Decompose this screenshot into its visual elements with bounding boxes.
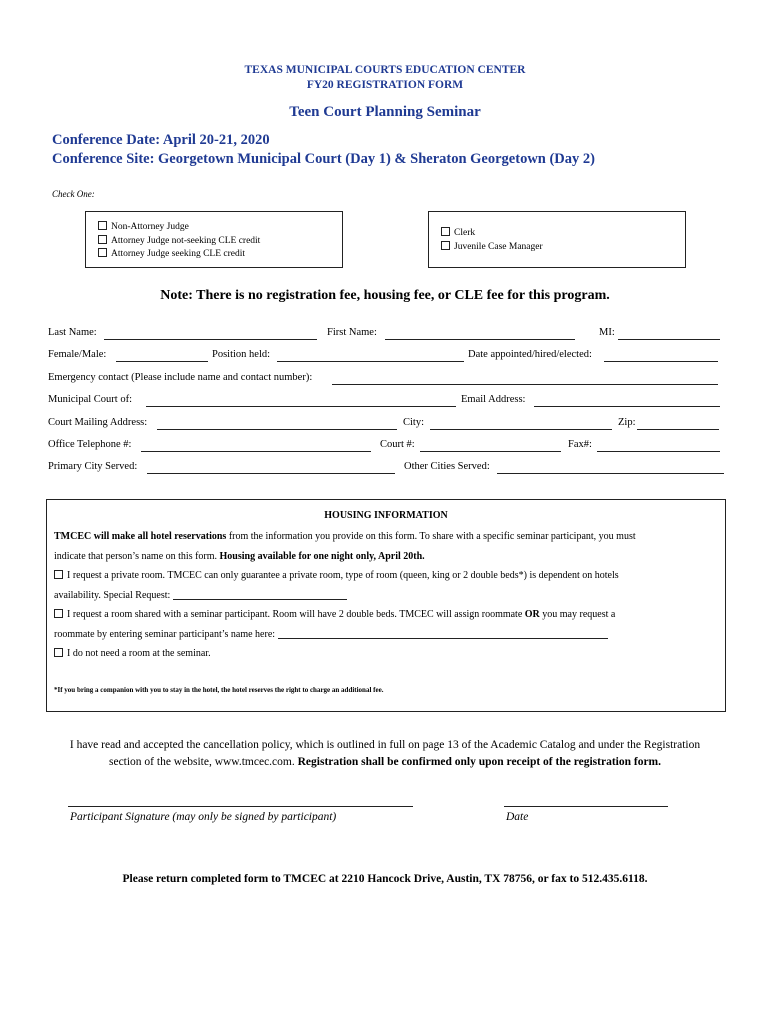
fax-field[interactable] — [597, 451, 720, 452]
phone-row — [48, 439, 724, 455]
form-name: FY20 REGISTRATION FORM — [306, 79, 464, 91]
other-cities-label: Other Cities Served: — [404, 461, 490, 472]
special-request-row: availability. Special Request: — [54, 586, 722, 606]
city-field[interactable] — [430, 429, 612, 430]
housing-footnote: *If you bring a companion with you to stay in the hotel, the hotel reserves the right to charge an additional fee. — [54, 686, 384, 694]
municipal-court-label: Municipal Court of: — [48, 394, 132, 405]
position-label: Position held: — [212, 349, 271, 360]
roommate-row: roommate by entering seminar participant’s name here: — [54, 625, 722, 645]
primary-city-label: Primary City Served: — [48, 461, 138, 472]
date-signature-line[interactable] — [504, 806, 668, 807]
last-name-field[interactable] — [104, 339, 317, 340]
participant-signature-line[interactable] — [68, 806, 413, 807]
checkbox-icon[interactable] — [98, 235, 107, 244]
email-field[interactable] — [534, 406, 720, 407]
mi-label: MI: — [599, 327, 615, 338]
option-clerk[interactable]: Clerk — [441, 227, 543, 241]
telephone-label: Office Telephone #: — [48, 439, 132, 450]
seminar-title: Teen Court Planning Seminar — [289, 104, 481, 120]
checkbox-icon[interactable] — [98, 221, 107, 230]
email-label: Email Address: — [461, 394, 526, 405]
name-row — [48, 327, 724, 343]
address-row — [48, 417, 724, 433]
first-name-label: First Name: — [327, 327, 377, 338]
option-shared-room[interactable]: I request a room shared with a seminar participant. Room will have 2 double beds. TMCEC will assign roommate OR you may request a — [54, 605, 722, 625]
city-label: City: — [403, 417, 425, 428]
housing-intro-line2: indicate that person’s name on this form. Housing available for one night only, April 20th. — [54, 550, 425, 562]
option-no-room[interactable]: I do not need a room at the seminar. — [54, 644, 722, 664]
staff-options-box — [428, 211, 686, 268]
judge-options-box — [85, 211, 343, 268]
roommate-field[interactable] — [278, 627, 608, 639]
emergency-row — [48, 372, 724, 388]
last-name-label: Last Name: — [48, 327, 97, 338]
checkbox-icon[interactable] — [441, 241, 450, 250]
court-number-field[interactable] — [420, 451, 561, 452]
primary-city-field[interactable] — [147, 473, 395, 474]
mailing-address-field[interactable] — [157, 429, 397, 430]
check-one-label: Check One: — [52, 189, 95, 199]
date-appointed-label: Date appointed/hired/elected: — [468, 349, 592, 360]
date-label: Date — [506, 811, 529, 823]
special-request-field[interactable] — [173, 588, 347, 600]
conference-date: Conference Date: April 20-21, 2020 — [52, 132, 270, 148]
checkbox-icon[interactable] — [441, 227, 450, 236]
gender-label: Female/Male: — [48, 349, 107, 360]
position-row — [48, 349, 724, 365]
telephone-field[interactable] — [141, 451, 371, 452]
mailing-address-label: Court Mailing Address: — [48, 417, 148, 428]
fax-label: Fax#: — [568, 439, 592, 450]
zip-label: Zip: — [618, 417, 636, 428]
checkbox-icon[interactable] — [54, 570, 63, 579]
fee-note: Note: There is no registration fee, housing fee, or CLE fee for this program. — [160, 288, 610, 303]
option-attorney-judge-cle[interactable]: Attorney Judge seeking CLE credit — [98, 248, 260, 262]
mi-field[interactable] — [618, 339, 720, 340]
option-private-room[interactable]: I request a private room. TMCEC can only guarantee a private room, type of room (queen, king or 2 double beds*) is dependent on hotels — [54, 566, 722, 586]
option-attorney-judge-no-cle[interactable]: Attorney Judge not-seeking CLE credit — [98, 235, 260, 249]
position-field[interactable] — [277, 361, 464, 362]
housing-box — [46, 499, 726, 712]
org-name: TEXAS MUNICIPAL COURTS EDUCATION CENTER — [244, 64, 526, 76]
first-name-field[interactable] — [385, 339, 575, 340]
cities-row — [48, 461, 724, 477]
option-juvenile-case-manager[interactable]: Juvenile Case Manager — [441, 241, 543, 255]
cancellation-policy: I have read and accepted the cancellation policy, which is outlined in full on page 13 of the Academic Catalog and under the Registration section of the website, www.tmcec.com. Registration shall be confirmed only upon receipt of the registration form. — [69, 739, 701, 768]
checkbox-icon[interactable] — [54, 648, 63, 657]
zip-field[interactable] — [637, 429, 719, 430]
conference-site: Conference Site: Georgetown Municipal Court (Day 1) & Sheraton Georgetown (Day 2) — [52, 151, 595, 167]
option-non-attorney-judge[interactable]: Non-Attorney Judge — [98, 221, 260, 235]
checkbox-icon[interactable] — [98, 248, 107, 257]
participant-signature-label: Participant Signature (may only be signed by participant) — [70, 811, 337, 823]
return-instructions: Please return completed form to TMCEC at 2210 Hancock Drive, Austin, TX 78756, or fax to 512.435.6118. — [122, 873, 648, 885]
municipal-court-field[interactable] — [146, 406, 456, 407]
emergency-field[interactable] — [332, 384, 718, 385]
emergency-label: Emergency contact (Please include name and contact number): — [48, 372, 313, 383]
housing-intro: TMCEC will make all hotel reservations from the information you provide on this form. To share with a specific seminar participant, you must — [54, 531, 636, 542]
court-number-label: Court #: — [380, 439, 415, 450]
other-cities-field[interactable] — [497, 473, 724, 474]
gender-field[interactable] — [116, 361, 208, 362]
court-row — [48, 394, 724, 410]
checkbox-icon[interactable] — [54, 609, 63, 618]
housing-title: HOUSING INFORMATION — [324, 510, 448, 521]
date-appointed-field[interactable] — [604, 361, 718, 362]
